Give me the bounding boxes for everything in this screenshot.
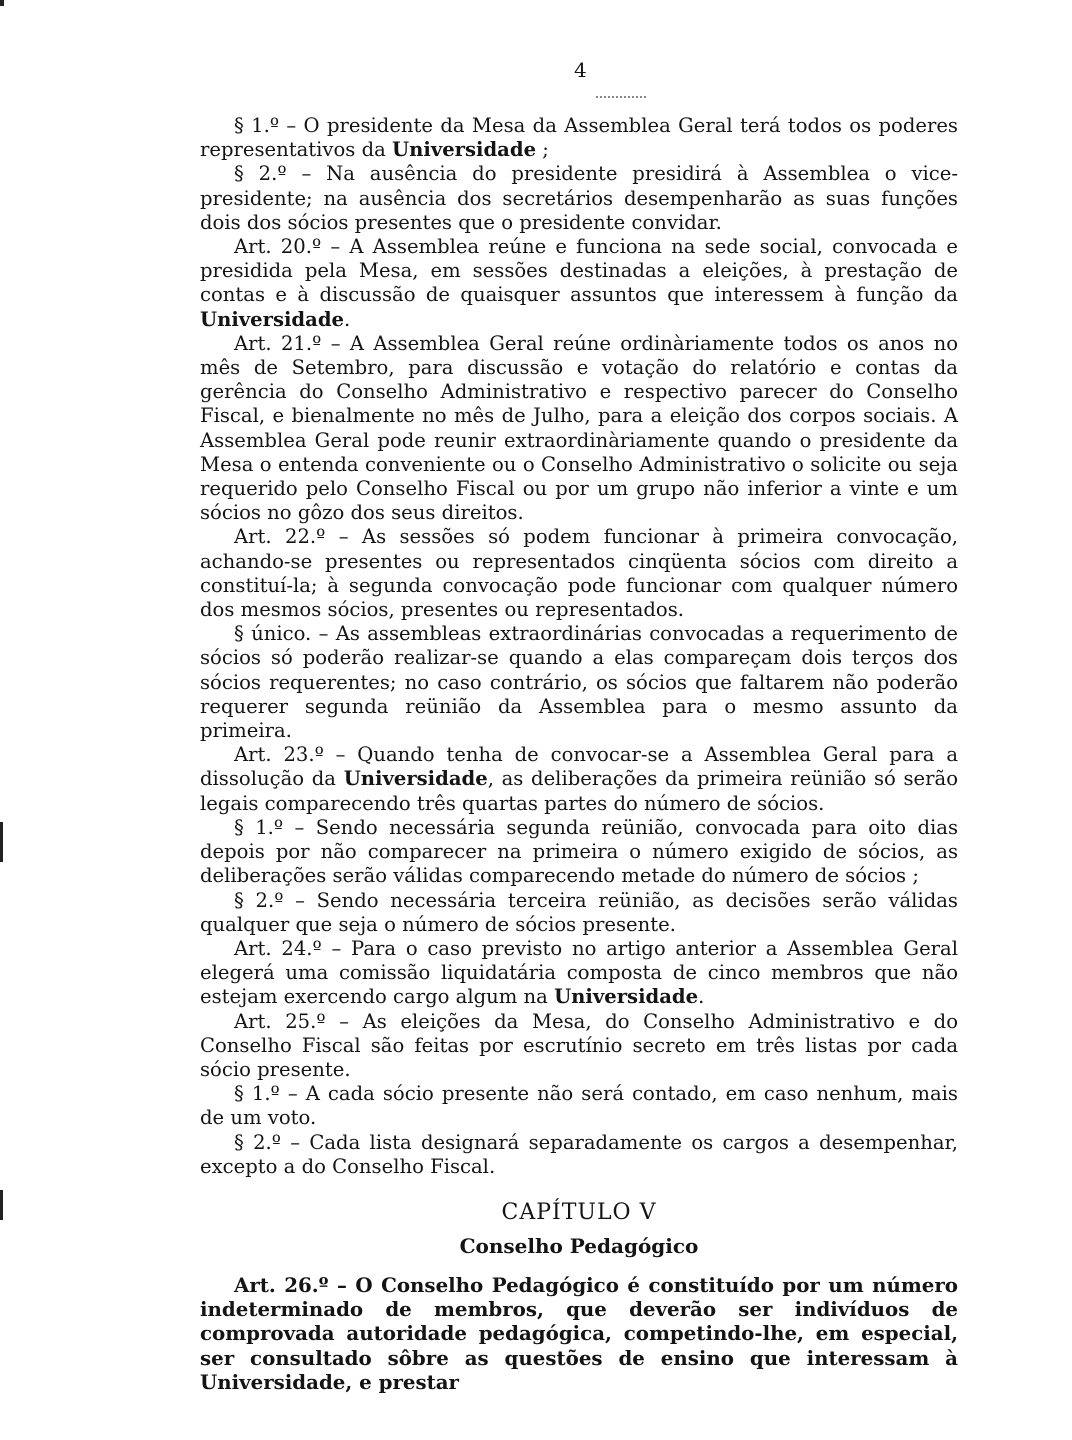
paragraph-13: § 2.º – Cada lista designará separadamente os cargos a desempenhar, excepto a do Conselho Fiscal. — [200, 1130, 958, 1178]
scan-edge-mark — [0, 0, 4, 6]
chapter-subtitle: Conselho Pedagógico — [459, 1233, 699, 1258]
paragraph-text: Art. 24.º – Para o caso previsto no artigo anterior a Assemblea Geral elegerá uma comissão liquidatária composta de cinco membros que não estejam exercendo cargo algum na — [200, 936, 958, 1009]
paragraph-8: § 1.º – Sendo necessária segunda reünião, convocada para oito dias depois por não comparecer na primeira o número exigido de sócios, as deliberações serão válidas comparecendo metade do número de sócios ; — [200, 815, 958, 888]
paragraph-6: § único. – As assembleas extraordinárias convocadas a requerimento de sócios só poderão realizar-se quando a elas compareçam dois terços dos sócios requerentes; no caso contrário, os sócios que faltarem não poderão requerer segunda reünião da Assemblea para o mesmo assunto da primeira. — [200, 622, 958, 743]
paragraph-7 — [200, 743, 958, 816]
paragraph-5: Art. 22.º – As sessões só podem funcionar à primeira convocação, achando-se presentes ou representados cinqüenta sócios com direito a constituí-la; à segunda convocação pode funcionar com qualquer número dos mesmos sócios, presentes ou representados. — [200, 525, 958, 622]
paragraph-10 — [200, 937, 958, 1010]
paragraph-1 — [200, 114, 958, 162]
emphasis-universidade: Universidade — [392, 138, 537, 162]
paragraph-text-end: . — [344, 307, 351, 331]
paragraph-text-end: , e prestar — [345, 1369, 459, 1394]
paragraph-4: Art. 21.º – A Assemblea Geral reúne ordinàriamente todos os anos no mês de Setembro, para discussão e votação do relatório e contas da gerência do Conselho Administrativo e respectivo parecer do Conselho Fiscal, e bienalmente no mês de Julho, para a eleição dos corpos sociais. A Assemblea Geral pode reunir extraordinàriamente quando o presidente da Mesa o entenda conveniente ou o Conselho Administrativo o solicite ou seja requerido pelo Conselho Fiscal ou por um grupo não inferior a vinte e um sócios no gôzo dos seus direitos. — [200, 331, 958, 525]
scan-edge-mark — [0, 1190, 3, 1220]
paragraph-12: § 1.º – A cada sócio presente não será contado, em caso nenhum, mais de um voto. — [200, 1082, 958, 1130]
scan-edge-mark — [0, 822, 3, 862]
paragraph-11: Art. 25.º – As eleições da Mesa, do Conselho Administrativo e do Conselho Fiscal são feitas por escrutínio secreto em três listas por cada sócio presente. — [200, 1009, 958, 1081]
emphasis-universidade: Universidade — [554, 985, 699, 1009]
paragraph-text-end: , as deliberações da primeira reünião só serão legais comparecendo três quartas partes do número de sócios. — [200, 767, 958, 815]
paragraph-text: Art. 23.º – Quando tenha de convocar-se a Assemblea Geral para a dissolução da — [200, 743, 958, 791]
emphasis-universidade: Universidade — [343, 767, 488, 791]
paragraph-9: § 2.º – Sendo necessária terceira reünião, as decisões serão válidas qualquer que seja o número de sócios presente. — [200, 888, 958, 936]
paragraph-text-end: . — [698, 985, 705, 1009]
emphasis-universidade: Universidade — [200, 1369, 346, 1394]
page-number: 4 — [574, 58, 587, 82]
paragraph-text-end: ; — [536, 138, 549, 162]
paragraph-14 — [200, 1273, 958, 1394]
paragraph-3 — [200, 235, 958, 332]
paragraph-text: Art. 20.º – A Assemblea reúne e funciona na sede social, convocada e presidida pela Mesa, em sessões destinadas a eleições, à prestação de contas e à discussão de quaisquer assuntos que interessem à função da — [200, 235, 958, 307]
paragraph-2: § 2.º – Na ausência do presidente presidirá à Assemblea o vice-presidente; na ausência dos secretários desempenharão as suas funções dois dos sócios presentes que o presidente convidar. — [200, 162, 958, 234]
body-text — [200, 114, 958, 1394]
chapter-title: CAPÍTULO V — [501, 1199, 657, 1225]
paragraph-text: Art. 26.º – O Conselho Pedagógico é constituído por um número indeterminado de membros, que deverão ser indivíduos de comprovada autoridade pedagógica, competindo-lhe, em especial, ser consultado sôbre as questões de ensino que interessam à — [200, 1272, 958, 1370]
emphasis-universidade: Universidade — [200, 307, 344, 331]
paragraph-text: § 1.º – O presidente da Mesa da Assemblea Geral terá todos os poderes representativos da — [200, 114, 958, 162]
scan-dots — [596, 96, 646, 98]
